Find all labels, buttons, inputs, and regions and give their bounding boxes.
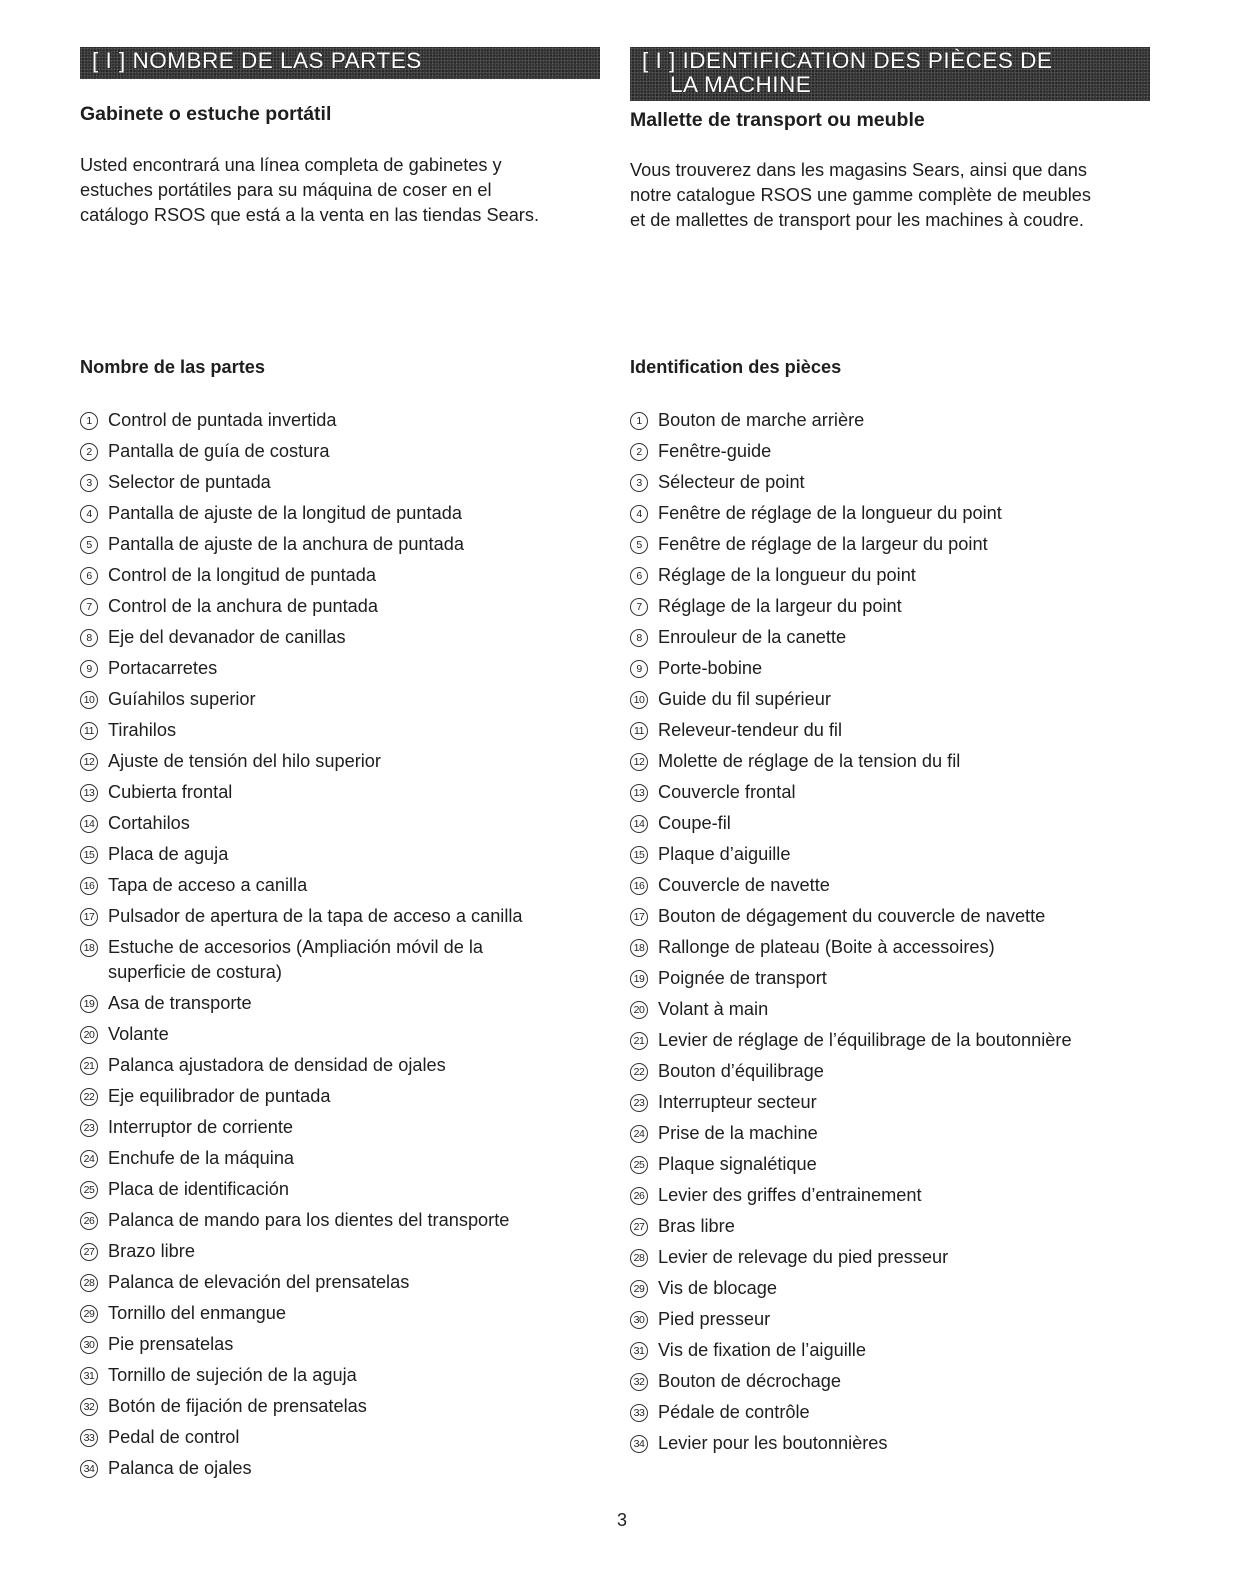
part-label: Pulsador de apertura de la tapa de acceso a canilla [108, 906, 523, 926]
list-item [630, 994, 1072, 1025]
subheading-es: Gabinete o estuche portátil [80, 103, 332, 125]
circled-number: 5 [80, 536, 98, 554]
part-label: Palanca de ojales [108, 1458, 252, 1478]
paragraph-line: et de mallettes de transport pour les machines à coudre. [630, 210, 1084, 230]
part-label: Plaque signalétique [658, 1154, 817, 1174]
circled-number: 5 [630, 536, 648, 554]
circled-number: 24 [80, 1150, 98, 1168]
section-banner-fr [630, 47, 1150, 101]
circled-number: 14 [630, 815, 648, 833]
parts-list-es [80, 405, 548, 1484]
paragraph-line: Usted encontrará una línea completa de gabinetes y [80, 155, 502, 175]
part-label: Enrouleur de la canette [658, 627, 847, 647]
circled-number: 17 [630, 908, 648, 926]
list-item [630, 1366, 1072, 1397]
circled-number: 19 [630, 970, 648, 988]
part-label: Guíahilos superior [108, 689, 256, 709]
circled-number: 8 [630, 629, 648, 647]
circled-number: 33 [80, 1429, 98, 1447]
part-label: Selector de puntada [108, 472, 271, 492]
list-item [630, 498, 1072, 529]
intro-paragraph-es [80, 153, 600, 228]
circled-number: 12 [630, 753, 648, 771]
circled-number: 16 [630, 877, 648, 895]
list-item [630, 1180, 1072, 1211]
list-item [80, 839, 548, 870]
list-item [630, 653, 1072, 684]
list-item [80, 777, 548, 808]
list-item [80, 1236, 548, 1267]
circled-number: 23 [630, 1094, 648, 1112]
part-label: Pantalla de ajuste de la longitud de puntada [108, 503, 462, 523]
part-label: Bouton de dégagement du couvercle de navette [658, 906, 1046, 926]
part-label: Eje del devanador de canillas [108, 627, 346, 647]
part-label: Bouton de décrochage [658, 1371, 842, 1391]
list-item [630, 1056, 1072, 1087]
part-label: Interrupteur secteur [658, 1092, 817, 1112]
paragraph-line: catálogo RSOS que está a la venta en las tiendas Sears. [80, 205, 540, 225]
circled-number: 18 [80, 939, 98, 957]
part-label: Fenêtre de réglage de la largeur du point [658, 534, 988, 554]
list-item [630, 529, 1072, 560]
list-item [630, 901, 1072, 932]
circled-number: 2 [630, 443, 648, 461]
circled-number: 21 [80, 1057, 98, 1075]
circled-number: 2 [80, 443, 98, 461]
circled-number: 32 [630, 1373, 648, 1391]
circled-number: 1 [80, 412, 98, 430]
circled-number: 11 [80, 722, 98, 740]
part-label: Couvercle frontal [658, 782, 796, 802]
list-item [630, 1335, 1072, 1366]
circled-number: 25 [630, 1156, 648, 1174]
list-item [80, 1205, 548, 1236]
list-item [630, 777, 1072, 808]
list-item [80, 436, 548, 467]
list-item [630, 808, 1072, 839]
part-label: Control de la anchura de puntada [108, 596, 378, 616]
parts-list-fr [630, 405, 1072, 1459]
circled-number: 29 [630, 1280, 648, 1298]
list-item [630, 1397, 1072, 1428]
circled-number: 7 [630, 598, 648, 616]
list-item [630, 839, 1072, 870]
circled-number: 29 [80, 1305, 98, 1323]
list-item [630, 622, 1072, 653]
circled-number: 20 [630, 1001, 648, 1019]
list-item [630, 1025, 1072, 1056]
circled-number: 15 [80, 846, 98, 864]
part-label: Palanca de elevación del prensatelas [108, 1272, 410, 1292]
circled-number: 16 [80, 877, 98, 895]
list-item [630, 1304, 1072, 1335]
list-item [630, 1273, 1072, 1304]
banner-title-fr-line1: [ I ] IDENTIFICATION DES PIÈCES DE [642, 48, 1053, 73]
part-label: Control de la longitud de puntada [108, 565, 376, 585]
list-item [630, 870, 1072, 901]
list-item [80, 901, 548, 932]
part-label: Brazo libre [108, 1241, 195, 1261]
circled-number: 13 [80, 784, 98, 802]
list-item [80, 1174, 548, 1205]
list-item [630, 467, 1072, 498]
part-label: Fenêtre-guide [658, 441, 772, 461]
part-label: Plaque d’aiguille [658, 844, 791, 864]
circled-number: 34 [80, 1460, 98, 1478]
circled-number: 26 [80, 1212, 98, 1230]
circled-number: 4 [80, 505, 98, 523]
list-item [80, 715, 548, 746]
part-label: Bouton d’équilibrage [658, 1061, 824, 1081]
circled-number: 19 [80, 995, 98, 1013]
circled-number: 11 [630, 722, 648, 740]
section-banner-es [80, 47, 600, 79]
part-label: Control de puntada invertida [108, 410, 337, 430]
part-label: Pantalla de ajuste de la anchura de puntada [108, 534, 464, 554]
banner-title-fr-line2: LA MACHINE [670, 72, 812, 97]
circled-number: 22 [630, 1063, 648, 1081]
part-label: Releveur-tendeur du fil [658, 720, 842, 740]
part-label: Cubierta frontal [108, 782, 233, 802]
list-item [630, 1428, 1072, 1459]
list-item [80, 1050, 548, 1081]
list-item [630, 684, 1072, 715]
circled-number: 31 [630, 1342, 648, 1360]
part-label: Pied presseur [658, 1309, 771, 1329]
part-label: Enchufe de la máquina [108, 1148, 295, 1168]
list-heading-fr: Identification des pièces [630, 357, 842, 377]
circled-number: 30 [630, 1311, 648, 1329]
part-label: Tornillo de sujeción de la aguja [108, 1365, 357, 1385]
part-label: Fenêtre de réglage de la longueur du point [658, 503, 1002, 523]
circled-number: 30 [80, 1336, 98, 1354]
list-item [630, 1118, 1072, 1149]
list-item [630, 1087, 1072, 1118]
part-label: Levier pour les boutonnières [658, 1433, 888, 1453]
list-item [630, 715, 1072, 746]
circled-number: 1 [630, 412, 648, 430]
part-label: Porte-bobine [658, 658, 763, 678]
part-label: Bouton de marche arrière [658, 410, 865, 430]
intro-paragraph-fr [630, 158, 1150, 233]
list-item [80, 1143, 548, 1174]
circled-number: 25 [80, 1181, 98, 1199]
part-label: Bras libre [658, 1216, 735, 1236]
part-label: Pie prensatelas [108, 1334, 234, 1354]
list-item [80, 622, 548, 653]
part-label: Volante [108, 1024, 169, 1044]
circled-number: 9 [630, 660, 648, 678]
circled-number: 6 [630, 567, 648, 585]
list-item [630, 932, 1072, 963]
circled-number: 10 [630, 691, 648, 709]
list-item [80, 870, 548, 901]
circled-number: 20 [80, 1026, 98, 1044]
circled-number: 10 [80, 691, 98, 709]
part-label: Ajuste de tensión del hilo superior [108, 751, 381, 771]
part-label: Portacarretes [108, 658, 218, 678]
list-item [80, 560, 548, 591]
list-item [80, 529, 548, 560]
list-item [80, 498, 548, 529]
part-label: Asa de transporte [108, 993, 252, 1013]
part-label: Tornillo del enmangue [108, 1303, 286, 1323]
list-item [630, 1242, 1072, 1273]
part-label: Sélecteur de point [658, 472, 805, 492]
circled-number: 26 [630, 1187, 648, 1205]
list-item [630, 405, 1072, 436]
list-item [80, 1019, 548, 1050]
part-label: Placa de identificación [108, 1179, 289, 1199]
circled-number: 34 [630, 1435, 648, 1453]
circled-number: 6 [80, 567, 98, 585]
circled-number: 24 [630, 1125, 648, 1143]
list-item [630, 746, 1072, 777]
list-item [630, 1149, 1072, 1180]
part-label: Pédale de contrôle [658, 1402, 810, 1422]
circled-number: 3 [80, 474, 98, 492]
part-label: Tapa de acceso a canilla [108, 875, 308, 895]
circled-number: 8 [80, 629, 98, 647]
circled-number: 23 [80, 1119, 98, 1137]
part-label: Vis de blocage [658, 1278, 777, 1298]
circled-number: 7 [80, 598, 98, 616]
part-label: Guide du fil supérieur [658, 689, 831, 709]
circled-number: 33 [630, 1404, 648, 1422]
list-item [80, 1329, 548, 1360]
circled-number: 9 [80, 660, 98, 678]
list-item [80, 591, 548, 622]
circled-number: 27 [630, 1218, 648, 1236]
circled-number: 14 [80, 815, 98, 833]
part-label: Réglage de la longueur du point [658, 565, 916, 585]
part-label: Botón de fijación de prensatelas [108, 1396, 367, 1416]
circled-number: 13 [630, 784, 648, 802]
list-item [80, 1360, 548, 1391]
paragraph-line: notre catalogue RSOS une gamme complète de meubles [630, 185, 1092, 205]
list-item [80, 1422, 548, 1453]
circled-number: 22 [80, 1088, 98, 1106]
circled-number: 17 [80, 908, 98, 926]
part-label: Pantalla de guía de costura [108, 441, 330, 461]
part-label: Volant à main [658, 999, 769, 1019]
part-label: Palanca de mando para los dientes del transporte [108, 1210, 510, 1230]
list-item [80, 684, 548, 715]
list-item [80, 1391, 548, 1422]
list-item [80, 932, 548, 988]
part-label: Rallonge de plateau (Boite à accessoires) [658, 937, 995, 957]
paragraph-line: Vous trouverez dans les magasins Sears, ainsi que dans [630, 160, 1087, 180]
circled-number: 27 [80, 1243, 98, 1261]
list-item [80, 1112, 548, 1143]
part-label: Levier de réglage de l’équilibrage de la boutonnière [658, 1030, 1072, 1050]
circled-number: 4 [630, 505, 648, 523]
page-number: 3 [616, 1510, 627, 1530]
part-label: Interruptor de corriente [108, 1117, 294, 1137]
part-label: Pedal de control [108, 1427, 240, 1447]
part-label: Vis de fixation de l’aiguille [658, 1340, 866, 1360]
circled-number: 28 [80, 1274, 98, 1292]
part-label: Cortahilos [108, 813, 190, 833]
part-label: Poignée de transport [658, 968, 827, 988]
list-item [630, 560, 1072, 591]
paragraph-line: estuches portátiles para su máquina de coser en el [80, 180, 492, 200]
part-label: Réglage de la largeur du point [658, 596, 902, 616]
list-item [80, 988, 548, 1019]
circled-number: 15 [630, 846, 648, 864]
circled-number: 21 [630, 1032, 648, 1050]
part-label: Eje equilibrador de puntada [108, 1086, 331, 1106]
part-label: Tirahilos [108, 720, 177, 740]
circled-number: 18 [630, 939, 648, 957]
list-item [80, 746, 548, 777]
part-label: Palanca ajustadora de densidad de ojales [108, 1055, 446, 1075]
circled-number: 32 [80, 1398, 98, 1416]
list-item [80, 1298, 548, 1329]
list-item [630, 1211, 1072, 1242]
circled-number: 3 [630, 474, 648, 492]
list-item [80, 653, 548, 684]
list-item [80, 467, 548, 498]
part-label: Estuche de accesorios (Ampliación móvil de la superficie de costura) [108, 937, 484, 982]
part-label: Coupe-fil [658, 813, 731, 833]
list-item [80, 1081, 548, 1112]
list-heading-es: Nombre de las partes [80, 357, 265, 377]
circled-number: 28 [630, 1249, 648, 1267]
list-item [80, 1453, 548, 1484]
subheading-fr: Mallette de transport ou meuble [630, 109, 925, 131]
part-label: Placa de aguja [108, 844, 229, 864]
banner-title-es: [ I ] NOMBRE DE LAS PARTES [92, 48, 422, 73]
list-item [80, 808, 548, 839]
circled-number: 12 [80, 753, 98, 771]
part-label: Levier de relevage du pied presseur [658, 1247, 949, 1267]
circled-number: 31 [80, 1367, 98, 1385]
part-label: Levier des griffes d’entrainement [658, 1185, 922, 1205]
part-label: Molette de réglage de la tension du fil [658, 751, 961, 771]
part-label: Couvercle de navette [658, 875, 830, 895]
list-item [630, 436, 1072, 467]
list-item [630, 963, 1072, 994]
part-label: Prise de la machine [658, 1123, 818, 1143]
list-item [80, 1267, 548, 1298]
list-item [80, 405, 548, 436]
list-item [630, 591, 1072, 622]
